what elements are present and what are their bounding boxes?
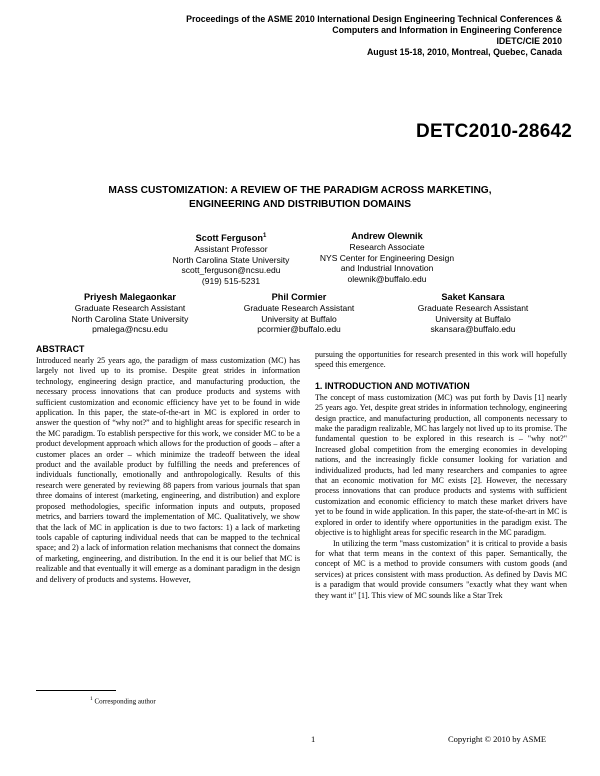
author-affiliation: Graduate Research Assistant [417,303,529,313]
author-affiliation: North Carolina State University [172,254,290,265]
author-affiliation: Research Associate [349,242,425,252]
footnote-divider [36,690,116,691]
abstract-continuation: pursuing the opportunities for research presented in this work will hopefully speed this emergence. [315,350,567,370]
footnote-marker: 1 [263,233,267,239]
author-affiliation: NYS Center for Engineering Design [319,252,455,263]
page-number: 1 [311,734,316,744]
title-line: ENGINEERING AND DISTRIBUTION DOMAINS [188,199,412,210]
proceedings-header [102,14,562,58]
author-affiliation: University at Buffalo [261,313,337,324]
footnote-marker: 1 [90,696,93,702]
author-email: pcormier@buffalo.edu [257,324,341,334]
proceedings-line: Proceedings of the ASME 2010 International Design Engineering Technical Conferences & [186,14,562,24]
author-affiliation: Graduate Research Assistant [243,303,355,313]
title-line: MASS CUSTOMIZATION: A REVIEW OF THE PARADIGM ACROSS MARKETING, [108,185,492,196]
author-affiliation: University at Buffalo [435,313,511,324]
copyright-notice: Copyright © 2010 by ASME [448,734,547,744]
author-affiliation: Assistant Professor [194,244,268,255]
abstract-text: Introduced nearly 25 years ago, the paradigm of mass customization (MC) has largely not lived up to its promise. Despite great strides in information technology, engineering design practice, and manufacturing production, the necessary process innovations that can produce products and systems with sufficient customization and economic efficiency have yet to be found in wide application. In this paper, the state-of-the-art in MC is explored in order to answer the question of “why not?” and to highlight areas for specific research in the MC paradigm. To establish perspective for this work, we consider MC to be a product development approach which allows for the production of goods – after a customer places an order – which minimize the tradeoff between the ideal product and the available product by fulfilling the needs and preferences of individuals functionally, emotionally and anthropologically. Results of this research were generated by reviewing 88 papers from various journals that span three domains of interest (marketing, engineering, and distribution) and explore proposed methodologies, specific information inputs and outputs, proposed metrics, and barriers toward the implementation of MC. Qualitatively, we show that the lack of MC in application is due to two factors: 1) a lack of marketing tools capable of capturing individual needs that can be mapped to the technical space; and 2) a lack of information relation mechanisms that connect the domains of marketing, engineering, and distribution. In the end it is our belief that MC is realizable and that eventually it will emerge as a dominant paradigm in the design and delivery of products and systems. However, [36,356,300,584]
section-heading: 1. INTRODUCTION AND MOTIVATION [315,380,470,391]
author-email: olewnik@buffalo.edu [347,273,427,284]
paper-title [40,184,560,212]
author-affiliation: and Industrial Innovation [340,263,434,273]
proceedings-line: IDETC/CIE 2010 [496,36,562,46]
author-name: Andrew Olewnik [351,231,423,241]
author-name: Phil Cormier [271,292,327,302]
author-block [216,291,382,335]
author-name: Priyesh Malegaonkar [84,292,176,302]
proceedings-line: August 15-18, 2010, Montreal, Quebec, Canada [366,47,562,57]
right-column [315,350,567,601]
author-name: Scott Ferguson$^1$ [195,233,267,244]
abstract-column [36,343,300,585]
author-email: pmalega@ncsu.edu [92,324,168,334]
author-email: skansara@buffalo.edu [430,324,516,334]
body-paragraph: The concept of mass customization (MC) was put forth by Davis [1] nearly 25 years ago. Yet, despite great strides in information technology, engineering design practice, and manufacturing production, all components necessary to make the paradigm realizable, MC has largely not lived up to its promise. The fundamental question to be explored in this research is – "why not?" Increased global competition from the emerging economies in developing nations, and the increasingly fickle consumer looking for variation and individualized products, had led many researchers and companies to agree that an economic motivation for MC exists [2]. However, the necessary process innovations that can produce products and systems with sufficient customization and economic efficiency to match these market drivers have yet to be found in wide application. In this paper, the state-of-the-art in MC is explored in order to identify where opportunities in the paradigm exist. The objective is to highlight areas for specific research in the MC paradigm. [315,392,567,538]
paper-id: DETC2010-28642 [416,121,572,142]
proceedings-line: Computers and Information in Engineering Conference [332,25,562,35]
author-block [146,230,316,286]
author-block [386,291,560,335]
abstract-heading: ABSTRACT [36,344,85,354]
author-block [300,230,474,284]
body-paragraph: In utilizing the term "mass customization" it is critical to provide a basis for what that term means in the context of this paper. Semantically, the concept of MC is a method to provide consumers with custom goods (and services) at prices consistent with mass production. As defined by Davis MC is a paradigm that would provide consumers "exactly what they want when they want it" [1]. This view of MC sounds like a Star Trek [315,538,567,600]
author-email: scott_ferguson@ncsu.edu [181,265,281,276]
author-affiliation: North Carolina State University [71,313,189,324]
author-name: Saket Kansara [441,292,505,302]
footnote-text: Corresponding author [94,697,156,706]
footnote [90,696,156,705]
author-block [40,291,220,335]
author-affiliation: Graduate Research Assistant [74,303,186,313]
author-phone: (919) 515-5231 [201,275,261,286]
